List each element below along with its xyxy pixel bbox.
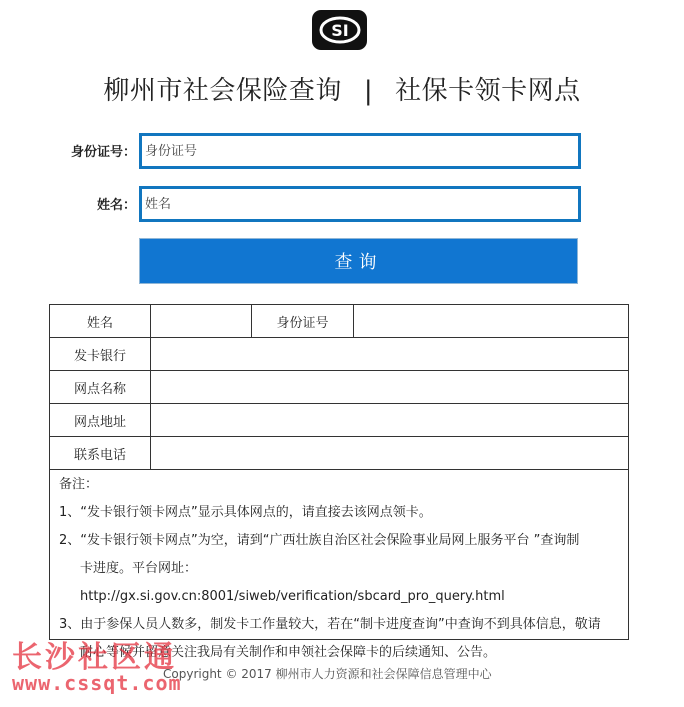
outlet-address-cell-label: 网点地址 <box>50 404 151 437</box>
watermark-logo: 长沙社区通 <box>12 640 177 675</box>
table-row <box>50 338 629 371</box>
svg-text:SI: SI <box>330 21 349 40</box>
title-separator: | <box>363 76 374 106</box>
phone-cell-value <box>151 437 629 470</box>
result-table <box>49 304 629 470</box>
table-row <box>50 437 629 470</box>
note-item-continued: 卡进度。平台网址：http://gx.si.gov.cn:8001/siweb/verification/sbcard_pro_query.html <box>80 561 505 604</box>
note-item: 1、“发卡银行领卡网点”显示具体网点的，请直接去该网点领卡。 <box>59 505 432 520</box>
id-number-input[interactable] <box>139 133 581 169</box>
title-left: 柳州市社会保险查询 <box>103 76 342 106</box>
copyright-footer: Copyright © 2017 柳州市人力资源和社会保障信息管理中心 <box>163 667 492 681</box>
bank-cell-label: 发卡银行 <box>50 338 151 371</box>
note-item: 3、由于参保人员人数多，制发卡工作量较大，若在“制卡进度查询”中查询不到具体信息，敬请 <box>59 617 601 632</box>
notes-box <box>49 469 629 660</box>
page-title <box>0 70 684 107</box>
name-input[interactable] <box>139 186 581 222</box>
bank-cell-value <box>151 338 629 371</box>
id-cell-label: 身份证号 <box>252 305 354 338</box>
title-right: 社保卡领卡网点 <box>395 76 581 106</box>
outlet-name-cell-label: 网点名称 <box>50 371 151 404</box>
outlet-name-cell-value <box>151 371 629 404</box>
table-row <box>50 371 629 404</box>
phone-cell-label: 联系电话 <box>50 437 151 470</box>
name-label: 姓名： <box>96 198 136 213</box>
table-row <box>50 404 629 437</box>
watermark-url: www.cssqt.com <box>12 671 182 695</box>
si-logo-icon <box>312 10 367 50</box>
id-cell-value <box>354 305 629 338</box>
note-item-continued: 耐心等候并留意关注我局有关制作和申领社会保障卡的后续通知、公告。 <box>80 645 497 660</box>
note-item: 2、“发卡银行领卡网点”为空，请到“广西壮族自治区社会保险事业局网上服务平台 ”查询制 <box>59 533 580 548</box>
id-number-label: 身份证号： <box>70 145 136 160</box>
name-cell-value <box>151 305 252 338</box>
notes-title: 备注： <box>59 477 99 492</box>
table-row <box>50 305 629 338</box>
query-button[interactable]: 查询 <box>139 238 578 284</box>
outlet-address-cell-value <box>151 404 629 437</box>
name-cell-label: 姓名 <box>50 305 151 338</box>
